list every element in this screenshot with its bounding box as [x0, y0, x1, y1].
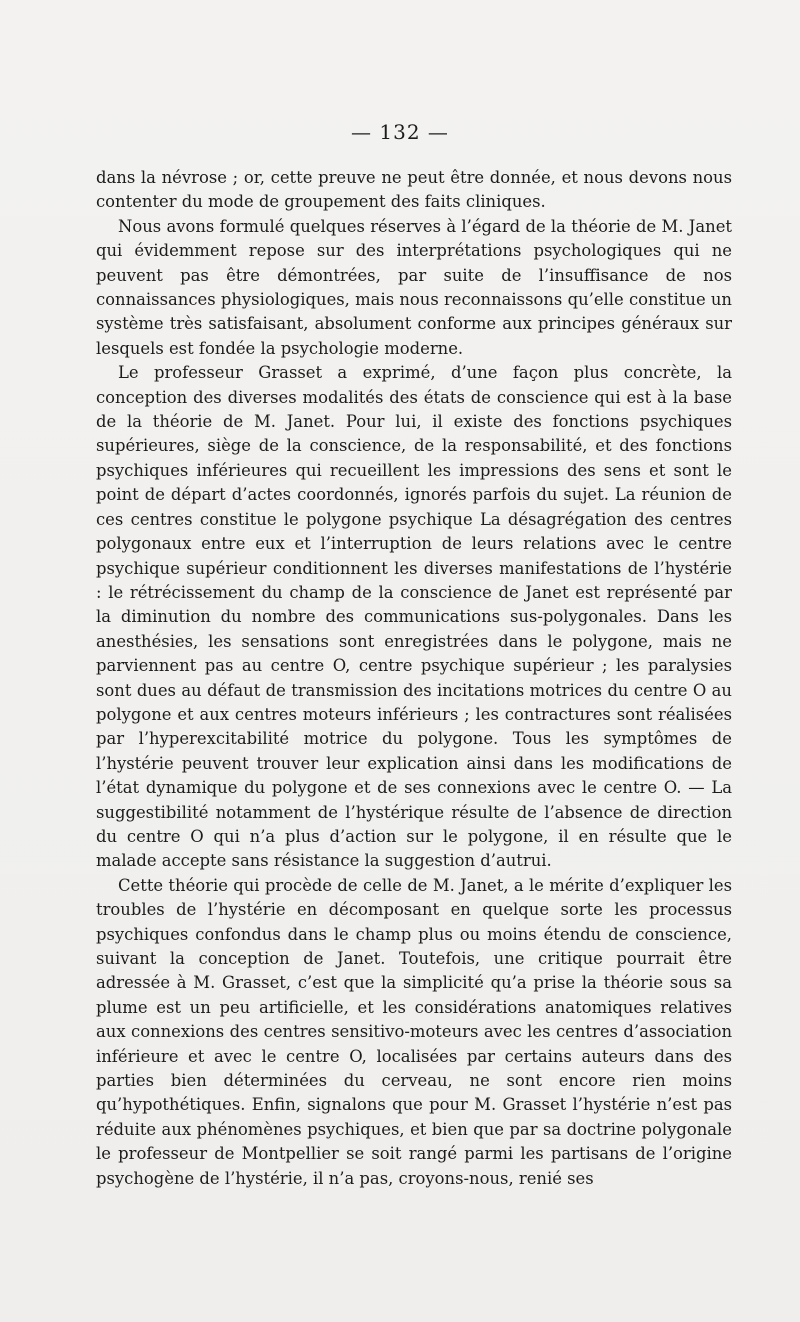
- paragraph-1: dans la névrose ; or, cette preuve ne peut être donnée, et nous devons nous contenter du mode de groupement des faits cliniques.: [96, 168, 732, 212]
- body-text: [96, 166, 732, 1191]
- page-number: — 132 —: [351, 120, 449, 144]
- paragraph-2: Nous avons formulé quelques réserves à l’égard de la théorie de M. Janet qui évidemment repose sur des interprétations psychologiques qui ne peuvent pas être démontrées, par suite de l’insuffisance de nos connaissances physiologiques, mais nous reconnaissons qu’elle constitue un système très satisfaisant, absolument conforme aux principes généraux sur lesquels est fondée la psychologie moderne.: [96, 216, 732, 358]
- paragraph-3: Le professeur Grasset a exprimé, d’une façon plus concrète, la conception des diverses modalités des états de conscience qui est à la base de la théorie de M. Janet. Pour lui, il existe des fonctions psychiques supérieures, siège de la conscience, de la responsabilité, et des fonctions psychiques inférieures qui recueillent les impressions des sens et sont le point de départ d’actes coordonnés, ignorés parfois du sujet. La réunion de ces centres constitue le polygone psychique La désagrégation des centres polygonaux entre eux et l’interruption de leurs relations avec le centre psychique supérieur conditionnent les diverses manifestations de l’hystérie : le rétrécissement du champ de la conscience de Janet est représenté par la diminution du nombre des communications sus-polygonales. Dans les anesthésies, les sensations sont enregistrées dans le polygone, mais ne parviennent pas au centre O, centre psychique supérieur ; les paralysies sont dues au défaut de transmission des incitations motrices du centre O au polygone et aux centres moteurs inférieurs ; les contractures sont réalisées par l’hyperexcitabilité motrice du polygone. Tous les symptômes de l’hystérie peuvent trouver leur explication ainsi dans les modifications de l’état dynamique du polygone et de ses connexions avec le centre O. — La suggestibilité notamment de l’hystérique résulte de l’absence de direction du centre O qui n’a plus d’action sur le polygone, il en résulte que le malade accepte sans résistance la suggestion d’autrui.: [96, 363, 732, 871]
- paragraph-4: Cette théorie qui procède de celle de M. Janet, a le mérite d’expliquer les troubles de l’hystérie en décomposant en quelque sorte les processus psychiques confondus dans le champ plus ou moins étendu de conscience, suivant la conception de Janet. Toutefois, une critique pourrait être adressée à M. Grasset, c’est que la simplicité qu’a prise la théorie sous sa plume est un peu artificielle, et les considérations anatomiques relatives aux connexions des centres sensitivo-moteurs avec les centres d’association inférieure et avec le centre O, localisées par certains auteurs dans des parties bien déterminées du cerveau, ne sont encore rien moins qu’hypothétiques. Enfin, signalons que pour M. Grasset l’hystérie n’est pas réduite aux phénomènes psychiques, et bien que par sa doctrine polygonale le professeur de Montpellier se soit rangé parmi les partisans de l’origine psychogène de l’hystérie, il n’a pas, croyons-nous, renié ses: [96, 875, 732, 1188]
